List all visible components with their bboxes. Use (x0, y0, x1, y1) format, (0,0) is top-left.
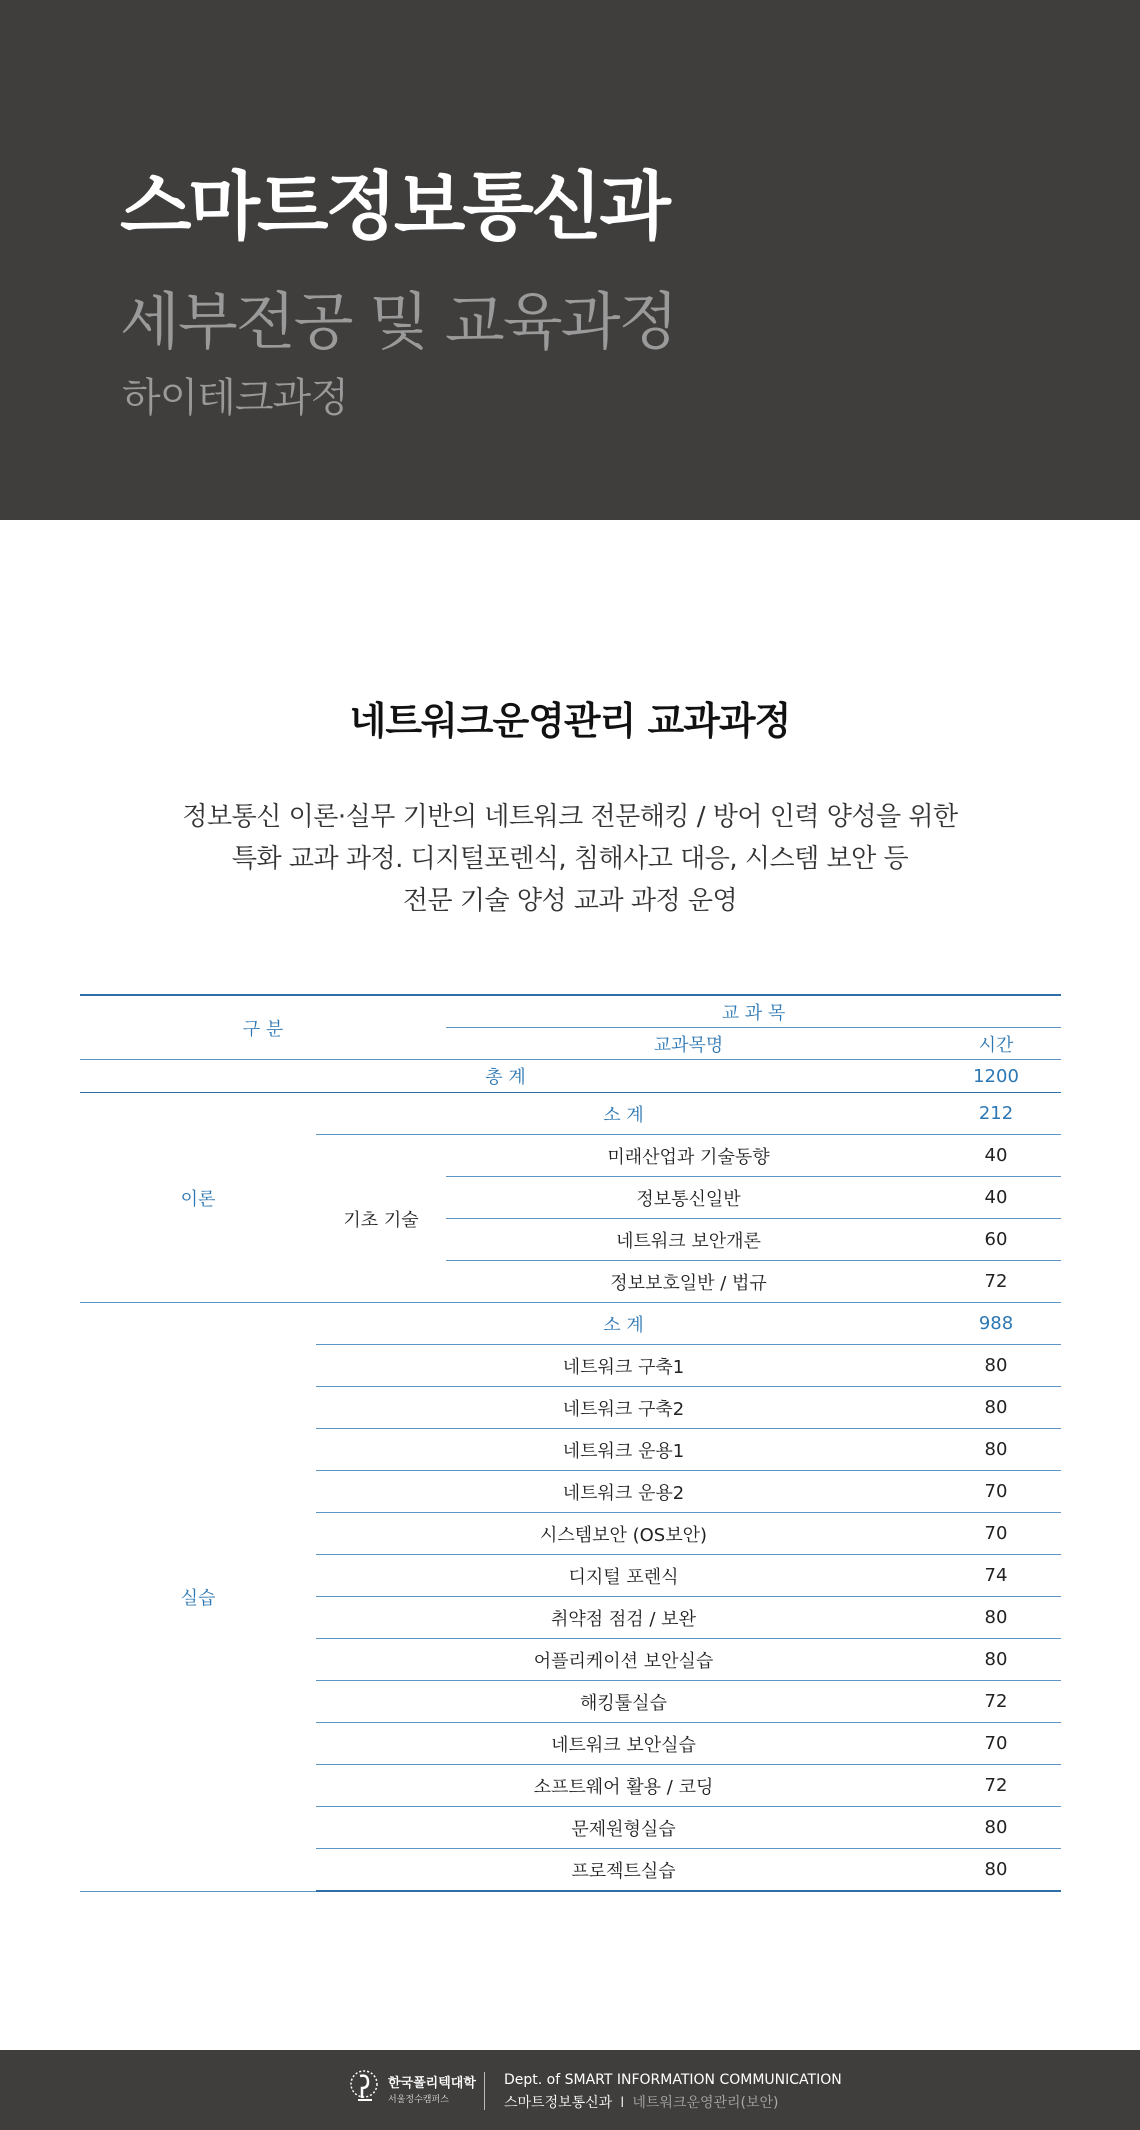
subject-hours: 40 (931, 1135, 1061, 1177)
subtotal-row (80, 1093, 1061, 1135)
subject-hours: 80 (931, 1807, 1061, 1849)
subject-hours: 72 (931, 1681, 1061, 1723)
description-line: 정보통신 이론·실무 기반의 네트워크 전문해킹 / 방어 인력 양성을 위한 (182, 802, 958, 832)
subject-hours: 74 (931, 1555, 1061, 1597)
department-title: 스마트정보통신과 (120, 164, 668, 250)
section-title: 네트워크운영관리 교과과정 (349, 699, 791, 743)
header-row (80, 995, 1061, 1028)
description-line: 전문 기술 양성 교과 과정 운영 (402, 886, 738, 916)
university-name: 한국폴리텍대학 (388, 2076, 476, 2091)
subject-hours: 70 (931, 1723, 1061, 1765)
subject-hours: 72 (931, 1765, 1061, 1807)
subject-name: 어플리케이션 보안실습 (316, 1639, 931, 1681)
subject-hours: 80 (931, 1597, 1061, 1639)
subject-hours: 80 (931, 1345, 1061, 1387)
subject-hours: 80 (931, 1387, 1061, 1429)
subject-hours: 40 (931, 1177, 1061, 1219)
hours-header: 시간 (931, 1028, 1061, 1060)
subtotal-hours: 212 (931, 1093, 1061, 1135)
subject-name: 미래산업과 기술동향 (446, 1135, 931, 1177)
subgroup-name: 기초 기술 (316, 1135, 446, 1303)
page-footer (0, 2050, 1140, 2130)
group-name: 이론 (80, 1093, 316, 1303)
subject-hours: 70 (931, 1471, 1061, 1513)
subject-name: 네트워크 운용2 (316, 1471, 931, 1513)
course-type: 하이테크과정 (122, 375, 348, 421)
group-name: 실습 (80, 1303, 316, 1892)
subject-name: 네트워크 보안실습 (316, 1723, 931, 1765)
subject-hours: 60 (931, 1219, 1061, 1261)
total-row (80, 1060, 1061, 1093)
current-course: 네트워크운영관리(보안) (632, 2095, 779, 2111)
subject-name: 디지털 포렌식 (316, 1555, 931, 1597)
subject-name: 문제원형실습 (316, 1807, 931, 1849)
curriculum-table (80, 994, 1061, 1892)
category-header: 구 분 (80, 995, 446, 1060)
footer-breadcrumb (504, 2092, 779, 2112)
subject-name: 네트워크 보안개론 (446, 1219, 931, 1261)
department-korean: 스마트정보통신과 (504, 2095, 613, 2111)
subject-name: 정보보호일반 / 법규 (446, 1261, 931, 1303)
subject-name: 해킹툴실습 (316, 1681, 931, 1723)
page-subtitle: 세부전공 및 교육과정 (120, 285, 677, 358)
subject-hours: 72 (931, 1261, 1061, 1303)
subject-name: 네트워크 운용1 (316, 1429, 931, 1471)
subject-name: 취약점 점검 / 보완 (316, 1597, 931, 1639)
campus-name: 서울정수캠퍼스 (388, 2095, 449, 2105)
department-english: Dept. of SMART INFORMATION COMMUNICATION (504, 2072, 842, 2088)
section-description (0, 796, 1140, 922)
footer-divider (484, 2072, 485, 2110)
total-hours: 1200 (931, 1060, 1061, 1093)
breadcrumb-separator: I (620, 2095, 625, 2111)
subject-name-header: 교과목명 (446, 1028, 931, 1060)
subject-hours: 80 (931, 1639, 1061, 1681)
subject-name: 네트워크 구축1 (316, 1345, 931, 1387)
subject-name: 프로젝트실습 (316, 1849, 931, 1892)
subjects-header: 교 과 목 (446, 995, 1061, 1028)
subject-name: 정보통신일반 (446, 1177, 931, 1219)
subject-hours: 70 (931, 1513, 1061, 1555)
polytech-logo-icon (348, 2066, 384, 2110)
subtotal-hours: 988 (931, 1303, 1061, 1345)
description-line: 특화 교과 과정. 디지털포렌식, 침해사고 대응, 시스템 보안 등 (231, 844, 909, 874)
subject-name: 시스템보안 (OS보안) (316, 1513, 931, 1555)
total-label: 총 계 (80, 1060, 931, 1093)
subtotal-label: 소 계 (316, 1303, 931, 1345)
subject-name: 네트워크 구축2 (316, 1387, 931, 1429)
subject-name: 소프트웨어 활용 / 코딩 (316, 1765, 931, 1807)
subtotal-row (80, 1303, 1061, 1345)
page-header (0, 0, 1140, 520)
subject-hours: 80 (931, 1849, 1061, 1892)
subject-hours: 80 (931, 1429, 1061, 1471)
subtotal-label: 소 계 (316, 1093, 931, 1135)
